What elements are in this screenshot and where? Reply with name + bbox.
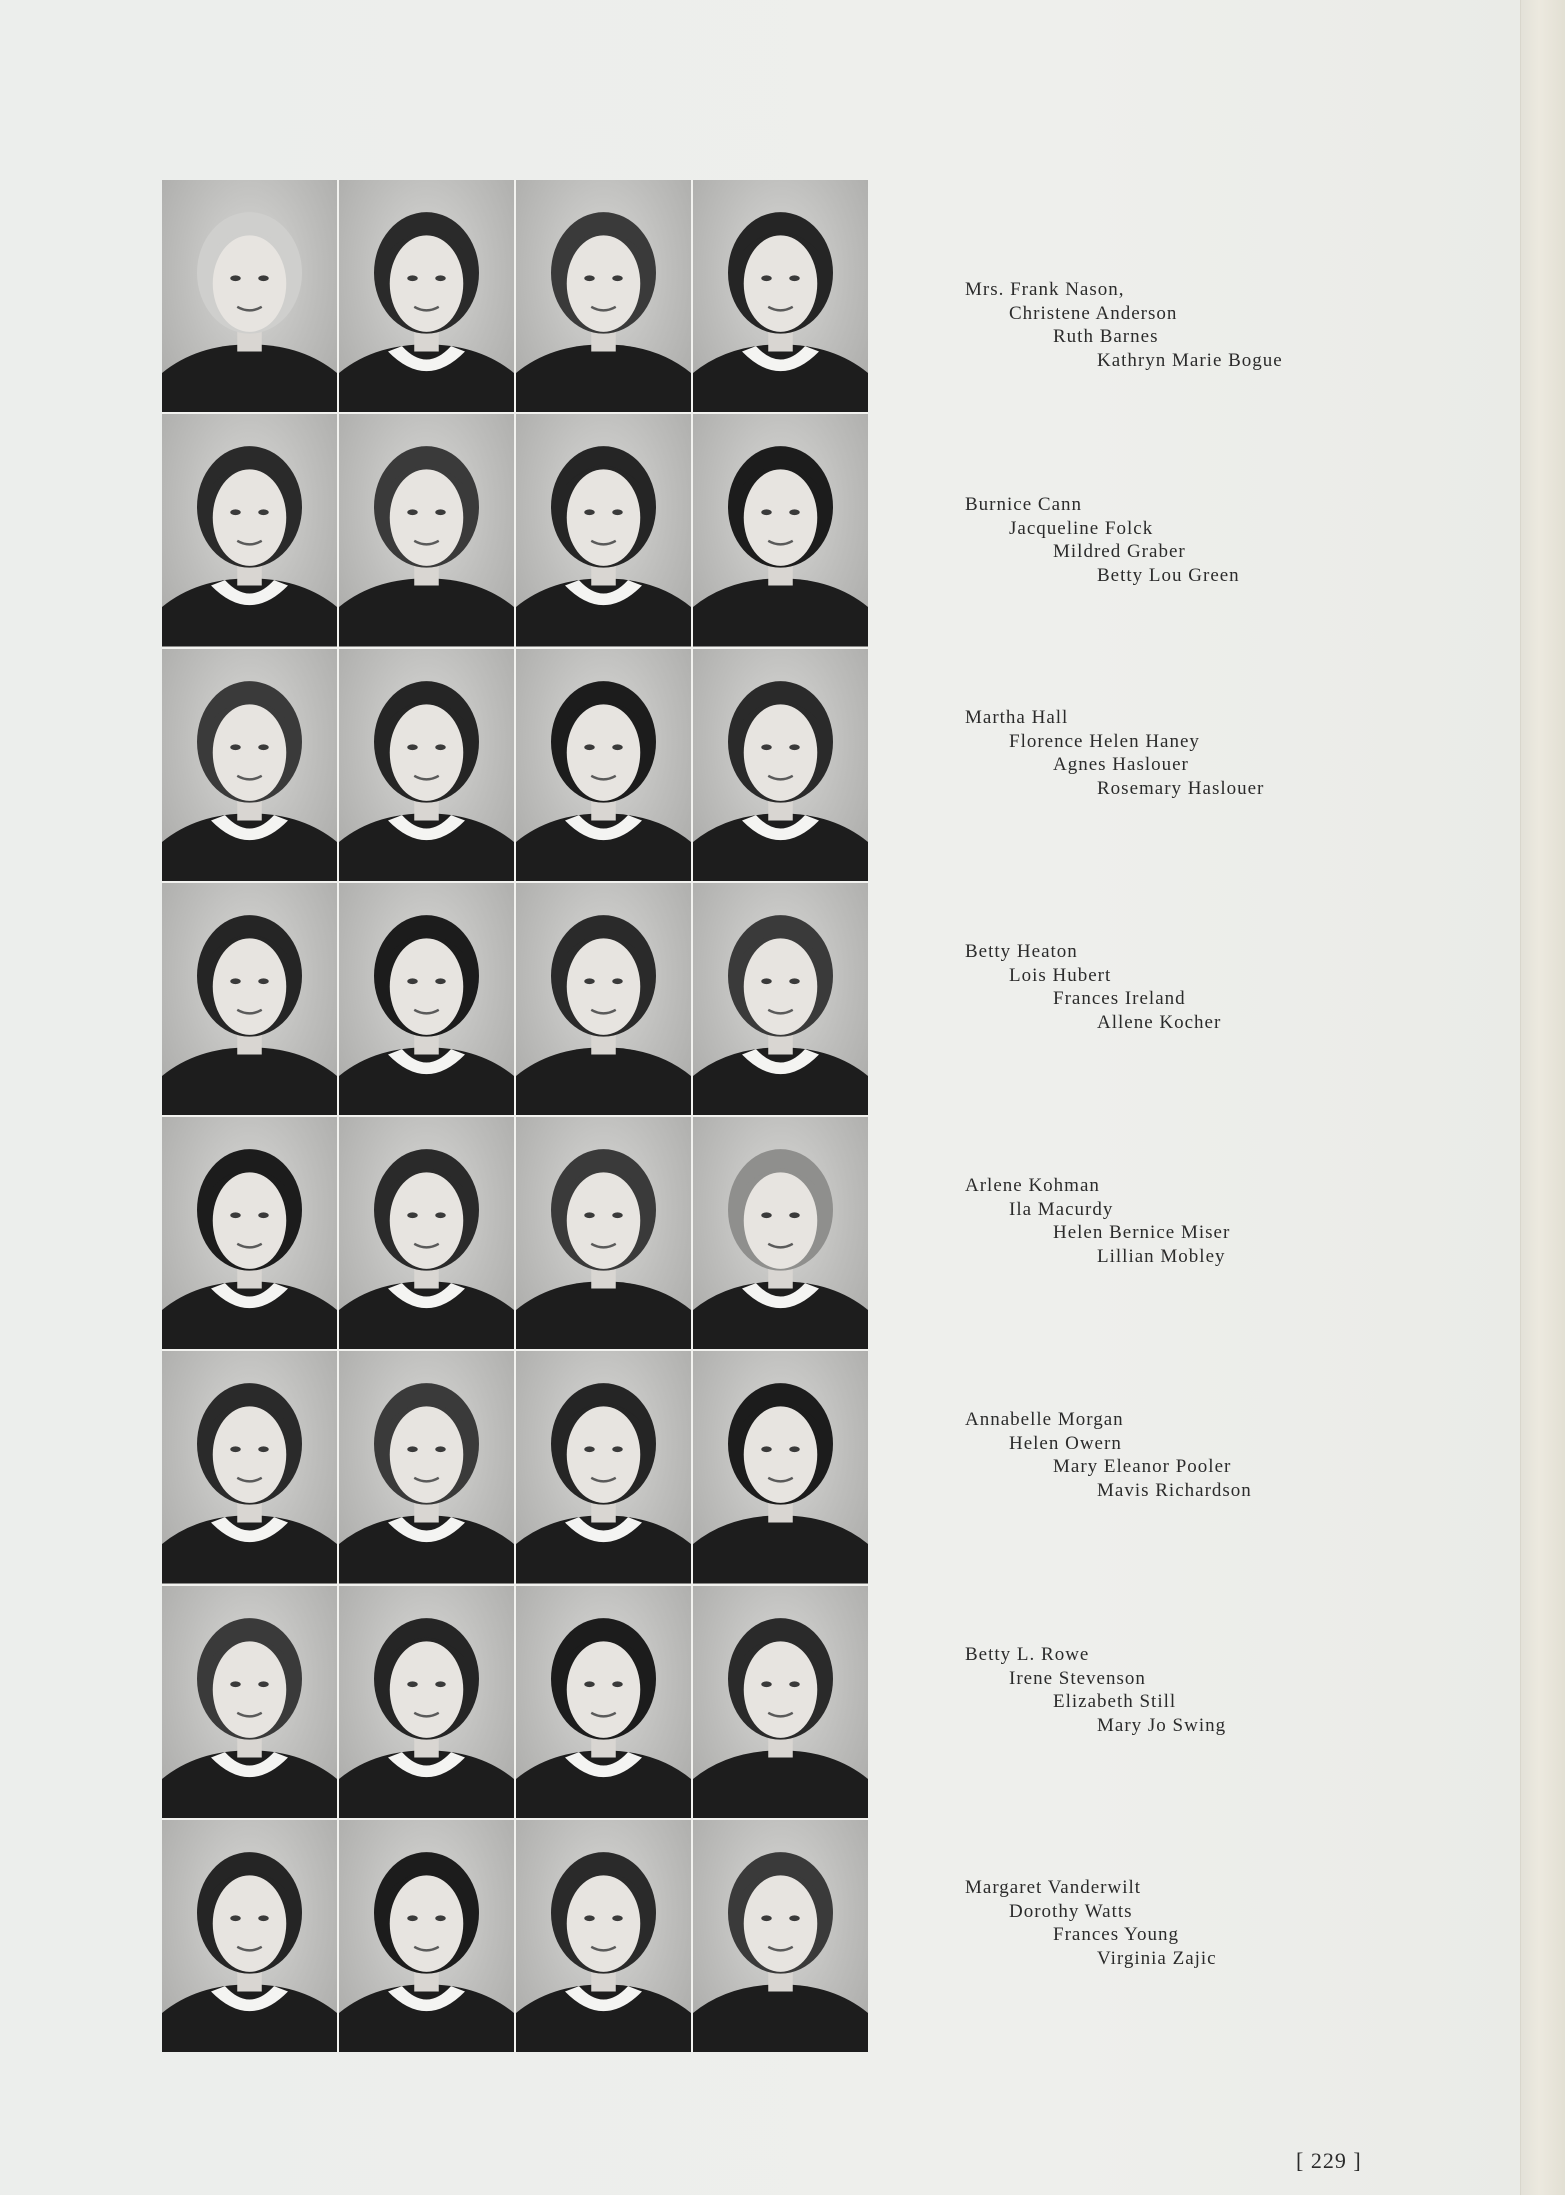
student-name: Kathryn Marie Bogue bbox=[1097, 349, 1283, 371]
student-name: Agnes Haslouer bbox=[1053, 754, 1189, 775]
portrait-photo bbox=[162, 1117, 337, 1349]
student-name: Helen Bernice Miser bbox=[1053, 1222, 1231, 1243]
portrait-photo bbox=[516, 414, 691, 646]
portrait-photo bbox=[339, 883, 514, 1115]
portrait-photo bbox=[516, 1586, 691, 1818]
student-name: Helen Owern bbox=[1009, 1432, 1122, 1454]
caption-group bbox=[965, 940, 1345, 1034]
student-name: Christene Anderson bbox=[1009, 302, 1178, 324]
portrait-photo bbox=[693, 883, 868, 1115]
portrait-figure bbox=[693, 1586, 868, 1818]
portrait-figure bbox=[516, 180, 691, 412]
portrait-photo bbox=[516, 883, 691, 1115]
student-name: Frances Young bbox=[1053, 1924, 1179, 1945]
student-name: Burnice Cann bbox=[965, 494, 1083, 515]
portrait-figure bbox=[339, 1351, 514, 1583]
caption-group bbox=[965, 493, 1345, 587]
caption-group bbox=[965, 706, 1345, 800]
caption-group bbox=[965, 1174, 1345, 1268]
portrait-figure bbox=[693, 414, 868, 646]
portrait-figure bbox=[693, 1820, 868, 2052]
portrait-photo bbox=[693, 1586, 868, 1818]
portrait-photo bbox=[339, 1586, 514, 1818]
portrait-figure bbox=[162, 649, 337, 881]
portrait-photo bbox=[162, 180, 337, 412]
portrait-photo bbox=[339, 180, 514, 412]
caption-group bbox=[965, 1876, 1345, 1970]
portrait-figure bbox=[339, 1586, 514, 1818]
portrait-figure bbox=[693, 180, 868, 412]
portrait-grid bbox=[162, 180, 868, 2052]
portrait-photo bbox=[339, 414, 514, 646]
portrait-photo bbox=[339, 1117, 514, 1349]
student-name: Rosemary Haslouer bbox=[1097, 777, 1265, 799]
portrait-photo bbox=[693, 1117, 868, 1349]
portrait-photo bbox=[516, 649, 691, 881]
portrait-figure bbox=[516, 1820, 691, 2052]
portrait-photo bbox=[516, 1351, 691, 1583]
portrait-figure bbox=[162, 1586, 337, 1818]
portrait-figure bbox=[693, 649, 868, 881]
student-name: Mary Jo Swing bbox=[1097, 1714, 1227, 1736]
portrait-figure bbox=[162, 1351, 337, 1583]
student-name: Betty Heaton bbox=[965, 941, 1078, 962]
portrait-photo bbox=[693, 1820, 868, 2052]
student-name: Jacqueline Folck bbox=[1009, 517, 1154, 539]
caption-group bbox=[965, 1643, 1345, 1737]
portrait-photo bbox=[693, 1351, 868, 1583]
page-number: [ 229 ] bbox=[1296, 2148, 1362, 2173]
portrait-photo bbox=[162, 1351, 337, 1583]
student-name: Lillian Mobley bbox=[1097, 1245, 1226, 1267]
portrait-photo bbox=[693, 414, 868, 646]
portrait-figure bbox=[339, 883, 514, 1115]
portrait-figure bbox=[162, 883, 337, 1115]
caption-group bbox=[965, 278, 1345, 372]
student-name: Elizabeth Still bbox=[1053, 1691, 1177, 1712]
student-name: Virginia Zajic bbox=[1097, 1947, 1217, 1969]
portrait-figure bbox=[339, 1820, 514, 2052]
portrait-figure bbox=[693, 1117, 868, 1349]
portrait-figure bbox=[339, 649, 514, 881]
portrait-figure bbox=[516, 649, 691, 881]
student-name: Dorothy Watts bbox=[1009, 1900, 1133, 1922]
student-name: Frances Ireland bbox=[1053, 988, 1186, 1009]
student-name: Betty L. Rowe bbox=[965, 1644, 1090, 1665]
student-name: Mrs. Frank Nason, bbox=[965, 279, 1125, 300]
portrait-photo bbox=[516, 180, 691, 412]
portrait-figure bbox=[162, 414, 337, 646]
student-name: Mildred Graber bbox=[1053, 541, 1186, 562]
student-name: Lois Hubert bbox=[1009, 964, 1112, 986]
portrait-photo bbox=[162, 1820, 337, 2052]
portrait-figure bbox=[162, 1820, 337, 2052]
portrait-photo bbox=[516, 1117, 691, 1349]
student-name: Mary Eleanor Pooler bbox=[1053, 1456, 1232, 1477]
caption-group bbox=[965, 1408, 1345, 1502]
student-name: Florence Helen Haney bbox=[1009, 730, 1200, 752]
portrait-figure bbox=[516, 414, 691, 646]
portrait-figure bbox=[516, 1351, 691, 1583]
portrait-figure bbox=[693, 883, 868, 1115]
student-name: Ila Macurdy bbox=[1009, 1198, 1114, 1220]
student-name: Mavis Richardson bbox=[1097, 1479, 1252, 1501]
student-name: Arlene Kohman bbox=[965, 1175, 1100, 1196]
portrait-photo bbox=[693, 649, 868, 881]
student-name: Ruth Barnes bbox=[1053, 326, 1159, 347]
portrait-photo bbox=[339, 649, 514, 881]
student-name: Betty Lou Green bbox=[1097, 564, 1240, 586]
portrait-photo bbox=[339, 1820, 514, 2052]
portrait-photo bbox=[339, 1351, 514, 1583]
portrait-photo bbox=[162, 1586, 337, 1818]
portrait-figure bbox=[162, 1117, 337, 1349]
portrait-photo bbox=[516, 1820, 691, 2052]
student-name: Allene Kocher bbox=[1097, 1011, 1222, 1033]
portrait-photo bbox=[162, 414, 337, 646]
portrait-figure bbox=[516, 1586, 691, 1818]
portrait-figure bbox=[693, 1351, 868, 1583]
portrait-figure bbox=[339, 180, 514, 412]
student-name: Irene Stevenson bbox=[1009, 1667, 1146, 1689]
portrait-photo bbox=[162, 883, 337, 1115]
portrait-figure bbox=[162, 180, 337, 412]
page-edge bbox=[1520, 0, 1565, 2195]
student-name: Margaret Vanderwilt bbox=[965, 1877, 1142, 1898]
portrait-figure bbox=[339, 414, 514, 646]
portrait-photo bbox=[162, 649, 337, 881]
student-name: Annabelle Morgan bbox=[965, 1409, 1124, 1430]
portrait-figure bbox=[339, 1117, 514, 1349]
student-name: Martha Hall bbox=[965, 707, 1069, 728]
portrait-figure bbox=[516, 1117, 691, 1349]
portrait-figure bbox=[516, 883, 691, 1115]
portrait-photo bbox=[693, 180, 868, 412]
